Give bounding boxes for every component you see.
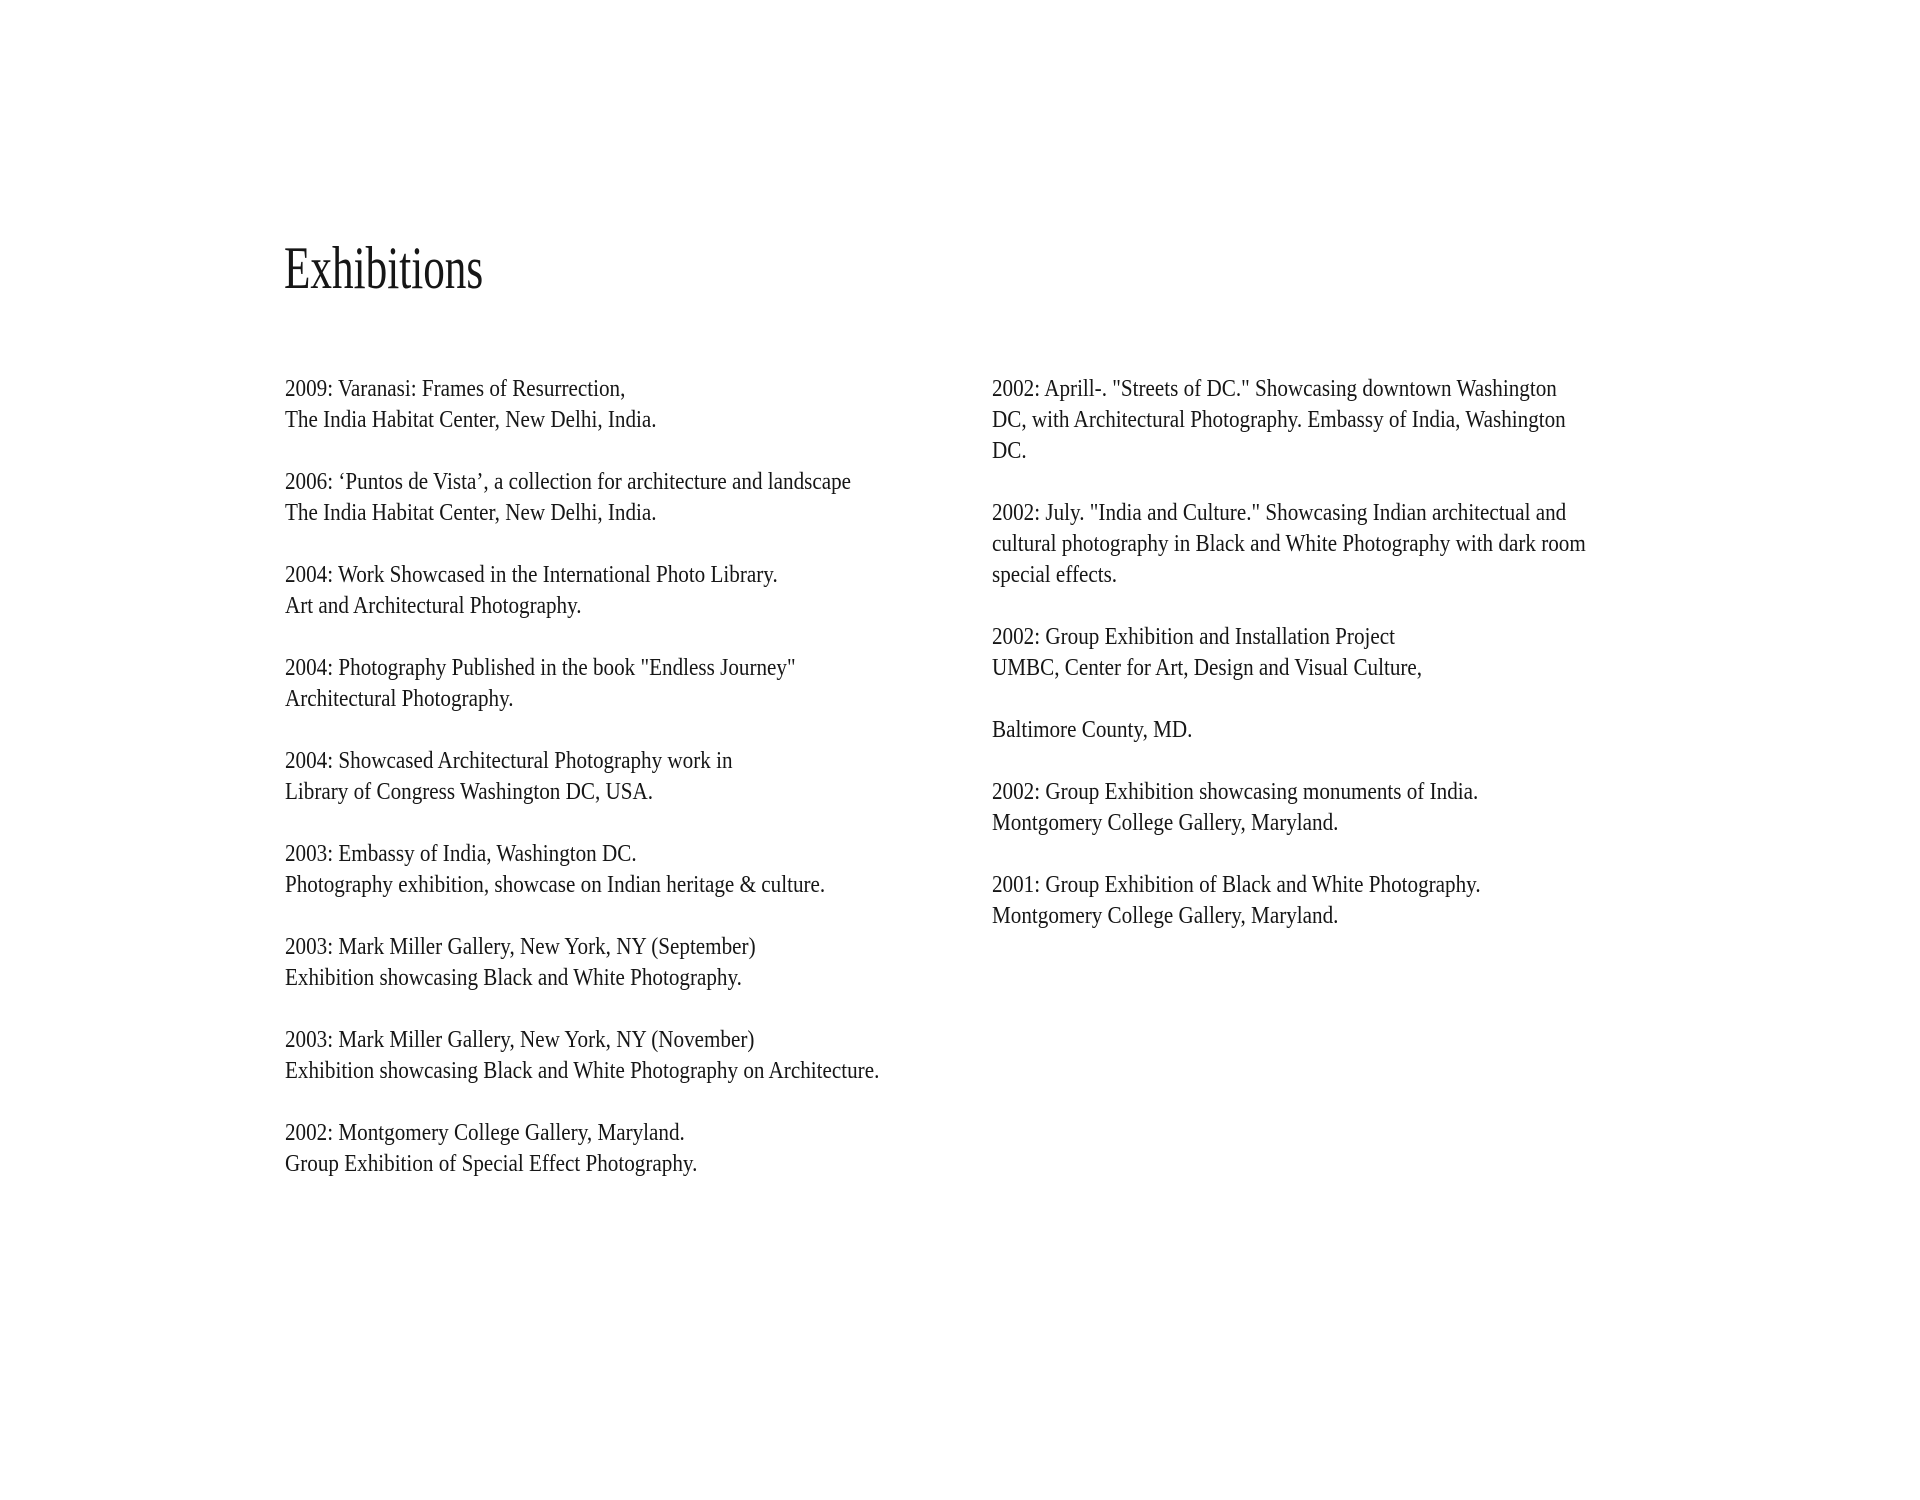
exhibition-line: 2002: Group Exhibition showcasing monuments of India. <box>992 779 1479 805</box>
exhibition-line: 2004: Photography Published in the book "Endless Journey" <box>285 655 796 681</box>
exhibition-line: 2004: Showcased Architectural Photography work in <box>285 748 733 774</box>
exhibition-line: 2002: Montgomery College Gallery, Maryland. <box>285 1120 685 1146</box>
exhibition-line: Group Exhibition of Special Effect Photography. <box>285 1151 698 1177</box>
exhibition-line: Photography exhibition, showcase on Indian heritage & culture. <box>285 872 826 898</box>
exhibition-entry <box>285 374 971 436</box>
exhibition-line: 2009: Varanasi: Frames of Resurrection, <box>285 376 626 402</box>
exhibition-entry <box>992 622 1678 684</box>
exhibition-line: Baltimore County, MD. <box>992 717 1193 743</box>
exhibition-line: special effects. <box>992 562 1118 588</box>
exhibition-line: 2002: Aprill-. "Streets of DC." Showcasing downtown Washington <box>992 376 1557 402</box>
exhibition-line: DC, with Architectural Photography. Embassy of India, Washington <box>992 407 1566 433</box>
exhibition-line: Exhibition showcasing Black and White Photography on Architecture. <box>285 1058 880 1084</box>
exhibition-entry <box>992 498 1678 591</box>
exhibition-entry <box>992 870 1678 932</box>
exhibition-line: 2006: ‘Puntos de Vista’, a collection for architecture and landscape <box>285 469 852 495</box>
exhibition-entry <box>992 715 1678 746</box>
exhibition-entry <box>285 560 971 622</box>
exhibition-entry <box>992 374 1678 467</box>
exhibition-line: 2003: Mark Miller Gallery, New York, NY (November) <box>285 1027 755 1053</box>
exhibitions-column-left <box>285 374 971 1211</box>
exhibition-line: Montgomery College Gallery, Maryland. <box>992 903 1339 929</box>
exhibition-entry <box>285 839 971 901</box>
exhibition-line: Exhibition showcasing Black and White Photography. <box>285 965 742 991</box>
exhibition-line: UMBC, Center for Art, Design and Visual Culture, <box>992 655 1423 681</box>
exhibition-line: 2003: Embassy of India, Washington DC. <box>285 841 637 867</box>
exhibition-line: Library of Congress Washington DC, USA. <box>285 779 654 805</box>
exhibition-entry <box>285 467 971 529</box>
exhibition-entry <box>285 932 971 994</box>
exhibition-line: The India Habitat Center, New Delhi, India. <box>285 407 657 433</box>
exhibition-line: 2002: July. "India and Culture." Showcasing Indian architectual and <box>992 500 1567 526</box>
exhibition-entry <box>285 746 971 808</box>
exhibition-line: The India Habitat Center, New Delhi, India. <box>285 500 657 526</box>
exhibition-entry <box>285 1118 971 1180</box>
exhibition-line: cultural photography in Black and White Photography with dark room <box>992 531 1586 557</box>
exhibition-entry <box>285 1025 971 1087</box>
exhibition-line: Art and Architectural Photography. <box>285 593 582 619</box>
exhibitions-column-right <box>992 374 1678 963</box>
exhibition-line: 2001: Group Exhibition of Black and White Photography. <box>992 872 1481 898</box>
exhibition-line: Architectural Photography. <box>285 686 514 712</box>
exhibition-line: 2003: Mark Miller Gallery, New York, NY (September) <box>285 934 756 960</box>
exhibition-line: 2004: Work Showcased in the International Photo Library. <box>285 562 778 588</box>
exhibition-entry <box>285 653 971 715</box>
exhibition-line: 2002: Group Exhibition and Installation Project <box>992 624 1395 650</box>
exhibition-line: Montgomery College Gallery, Maryland. <box>992 810 1339 836</box>
page-title: Exhibitions <box>284 235 484 301</box>
exhibition-entry <box>992 777 1678 839</box>
exhibition-line: DC. <box>992 438 1027 464</box>
